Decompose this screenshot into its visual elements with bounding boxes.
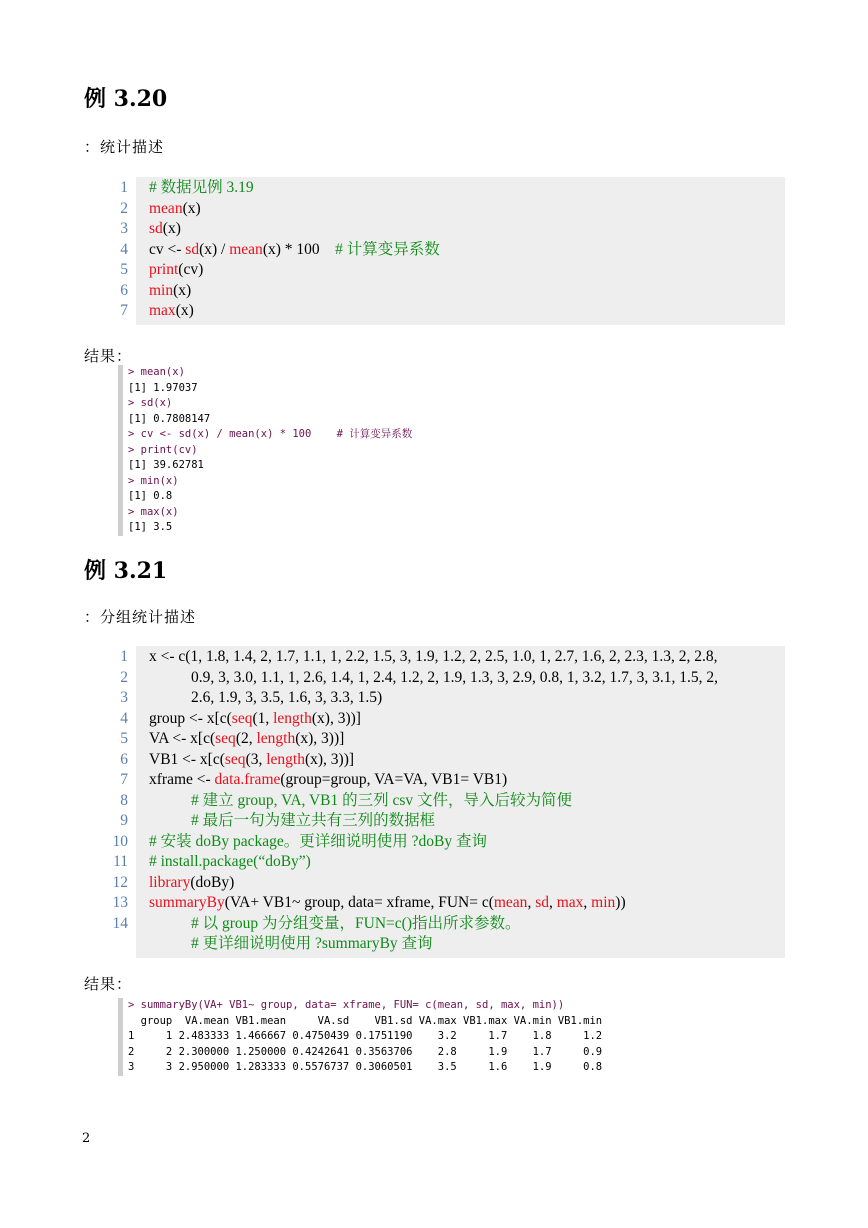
line-number: 12 xyxy=(112,873,128,891)
example-3-21-subtitle: ：分组统计描述 xyxy=(84,608,197,626)
code-text xyxy=(149,873,234,894)
code-line xyxy=(112,873,785,894)
code-token: , xyxy=(583,894,592,911)
console-output: [1] 0.7808147 xyxy=(128,412,211,425)
code-text xyxy=(149,811,435,832)
code-text xyxy=(149,688,382,709)
comment-token: # 安装 doBy package。更详细说明使用 ?doBy 查询 xyxy=(149,832,487,850)
code-token: (x) xyxy=(173,281,192,299)
code-line xyxy=(120,219,785,240)
line-number: 13 xyxy=(112,894,128,911)
code-line xyxy=(120,811,785,832)
code-token: x <- c(1, 1.8, 1.4, 2, 1.7, 1.1, 1, 2.2, 1.5, 3, 1.9, 1.2, 2, 2.5, 1.0, 1, 2.7, 1.6, 2, 2.3, 1.3, 2, 2.8, xyxy=(149,648,718,665)
function-token: max xyxy=(556,894,584,911)
code-token: (cv) xyxy=(178,261,204,278)
console-output: [1] 39.62781 xyxy=(128,459,204,471)
code-token: (VA+ VB1~ group, data= xframe, FUN= c( xyxy=(224,894,494,911)
code-token: VA <- x[c( xyxy=(149,730,216,747)
code-line xyxy=(120,260,785,281)
console-command: > max(x) xyxy=(128,505,179,518)
code-token: (group=group, VA=VA, VB1= VB1) xyxy=(280,771,508,788)
code-token: (x) xyxy=(182,199,201,217)
function-token: seq xyxy=(224,750,246,768)
code-line xyxy=(120,199,785,220)
line-number: 2 xyxy=(120,199,128,217)
line-number: 4 xyxy=(120,709,128,727)
code-line xyxy=(112,832,785,853)
line-number: 1 xyxy=(120,179,128,196)
function-token: mean xyxy=(229,240,263,258)
code-token: 0.9, 3, 3.0, 1.1, 1, 2.6, 1.4, 1, 2.4, 1.2, 2, 1.9, 1.3, 3, 2.9, 0.8, 1, 3.2, 1.7, 3, 3.1, 1.5, 2, xyxy=(191,668,718,686)
example-3-20-subtitle: ：统计描述 xyxy=(84,138,165,156)
console-output: 3 3 2.950000 1.283333 0.5576737 0.3060501 3.5 1.6 1.9 0.8 xyxy=(128,1061,603,1073)
code-token: )) xyxy=(615,894,626,911)
function-token: mean xyxy=(493,894,528,911)
result-label-3-20: 结果： xyxy=(84,347,133,365)
line-number: 6 xyxy=(120,281,128,299)
code-text xyxy=(149,647,717,668)
console-command: > summaryBy(VA+ VB1~ group, data= xframe, FUN= c(mean, sd, max, min)) xyxy=(128,999,565,1011)
code-line xyxy=(136,934,785,955)
code-text xyxy=(149,750,354,771)
code-line xyxy=(120,281,785,302)
code-text xyxy=(149,832,487,853)
code-token: (2, xyxy=(235,730,257,747)
code-text xyxy=(149,281,191,302)
console-output-3-21 xyxy=(118,998,602,1076)
line-number: 7 xyxy=(120,771,128,788)
code-token: , xyxy=(527,894,536,911)
code-text xyxy=(149,729,344,750)
example-3-20-heading: 例 3.20 xyxy=(84,86,168,112)
code-line xyxy=(120,240,785,261)
code-line xyxy=(120,750,785,771)
code-line xyxy=(120,729,785,750)
code-text xyxy=(149,301,194,322)
line-number: 5 xyxy=(120,730,128,747)
code-token: , xyxy=(548,894,557,911)
code-line xyxy=(120,178,785,199)
console-output: [1] 3.5 xyxy=(128,521,173,533)
function-token: summaryBy xyxy=(149,894,225,911)
comment-token: # 最后一句为建立共有三列的数据框 xyxy=(191,812,436,829)
code-text xyxy=(149,178,254,199)
code-token: (x) xyxy=(162,220,181,237)
function-token: min xyxy=(149,281,174,299)
line-number: 14 xyxy=(112,914,128,932)
page-number: 2 xyxy=(82,1131,91,1146)
code-token: (1, xyxy=(252,709,274,727)
comment-token: # 更详细说明使用 ?summaryBy 查询 xyxy=(191,935,433,952)
code-token: (x) * 100 xyxy=(262,240,336,258)
console-output: [1] 1.97037 xyxy=(128,381,198,394)
line-number: 10 xyxy=(112,832,128,850)
code-text xyxy=(149,668,718,689)
console-command: > min(x) xyxy=(128,474,179,487)
code-text xyxy=(149,770,507,791)
line-number: 1 xyxy=(120,648,128,665)
code-token: cv <- xyxy=(149,240,186,258)
console-command: > mean(x) xyxy=(128,366,185,378)
function-token: length xyxy=(256,730,296,747)
console-output: 2 2 2.300000 1.250000 0.4242641 0.3563706 2.8 1.9 1.7 0.9 xyxy=(128,1045,603,1058)
code-token: (x) / xyxy=(199,240,230,258)
line-number: 11 xyxy=(113,853,128,870)
code-line xyxy=(120,301,785,322)
console-output-3-20 xyxy=(118,365,412,536)
code-token: xframe <- xyxy=(149,771,215,788)
code-text xyxy=(149,914,521,935)
code-text xyxy=(149,199,201,220)
line-number: 9 xyxy=(120,812,128,829)
code-line xyxy=(113,852,785,873)
code-text xyxy=(149,934,433,955)
console-output: [1] 0.8 xyxy=(128,490,173,502)
function-token: sd xyxy=(185,240,200,258)
line-number: 2 xyxy=(120,668,128,686)
code-text xyxy=(149,240,440,261)
code-text xyxy=(149,709,361,730)
comment-token: # 建立 group, VA, VB1 的三列 csv 文件，导入后较为简便 xyxy=(191,791,573,809)
comment-token: # 以 group 为分组变量，FUN=c()指出所求参数。 xyxy=(191,914,521,932)
console-command: > print(cv) xyxy=(128,443,198,456)
code-line xyxy=(120,688,785,709)
code-token: 2.6, 1.9, 3, 3.5, 1.6, 3, 3.3, 1.5) xyxy=(191,689,383,706)
function-token: min xyxy=(591,894,616,911)
console-output: group VA.mean VB1.mean VA.sd VB1.sd VA.max VB1.max VA.min VB1.min xyxy=(128,1014,603,1027)
line-number: 3 xyxy=(120,689,128,706)
comment-token: # 数据见例 3.19 xyxy=(149,179,254,196)
code-text xyxy=(149,852,311,873)
console-command: > sd(x) xyxy=(128,397,173,409)
example-3-21-heading: 例 3.21 xyxy=(84,558,168,584)
code-token: (x), 3))] xyxy=(304,750,355,768)
code-line xyxy=(120,791,785,812)
function-token: length xyxy=(266,750,305,768)
code-line xyxy=(120,647,785,668)
code-line xyxy=(120,668,785,689)
code-token: VB1 <- x[c( xyxy=(149,750,225,768)
function-token: seq xyxy=(231,709,253,727)
code-text xyxy=(149,791,572,812)
code-token: group <- x[c( xyxy=(149,709,232,727)
code-line xyxy=(112,914,785,935)
console-output: 1 1 2.483333 1.466667 0.4750439 0.1751190 3.2 1.7 1.8 1.2 xyxy=(128,1030,603,1042)
function-token: length xyxy=(273,709,312,727)
code-token: (doBy) xyxy=(190,873,235,891)
code-token: (3, xyxy=(245,750,267,768)
comment-token: # install.package(“doBy”) xyxy=(149,853,311,870)
code-text xyxy=(149,893,626,914)
function-token: sd xyxy=(149,220,163,237)
function-token: mean xyxy=(149,199,183,217)
line-number: 7 xyxy=(120,302,128,319)
line-number: 3 xyxy=(120,220,128,237)
function-token: library xyxy=(149,873,191,891)
code-line xyxy=(120,709,785,730)
function-token: data.frame xyxy=(214,771,281,788)
function-token: seq xyxy=(215,730,236,747)
function-token: max xyxy=(149,302,176,319)
line-number: 4 xyxy=(120,240,128,258)
code-line xyxy=(112,893,785,914)
code-token: (x), 3))] xyxy=(311,709,361,727)
line-number: 6 xyxy=(120,750,128,768)
code-text xyxy=(149,260,203,281)
function-token: sd xyxy=(535,894,549,911)
code-token: (x), 3))] xyxy=(295,730,345,747)
code-token: (x) xyxy=(175,302,194,319)
code-block-3-20 xyxy=(120,177,785,325)
line-number: 8 xyxy=(120,791,128,809)
result-label-3-21: 结果： xyxy=(84,975,133,993)
code-block-3-21 xyxy=(112,646,785,958)
comment-token: # 计算变异系数 xyxy=(335,240,440,258)
code-text xyxy=(149,219,181,240)
line-number: 5 xyxy=(120,261,128,278)
function-token: print xyxy=(149,261,179,278)
console-command: > cv <- sd(x) / mean(x) * 100 # 计算变异系数 xyxy=(128,428,413,440)
code-line xyxy=(120,770,785,791)
